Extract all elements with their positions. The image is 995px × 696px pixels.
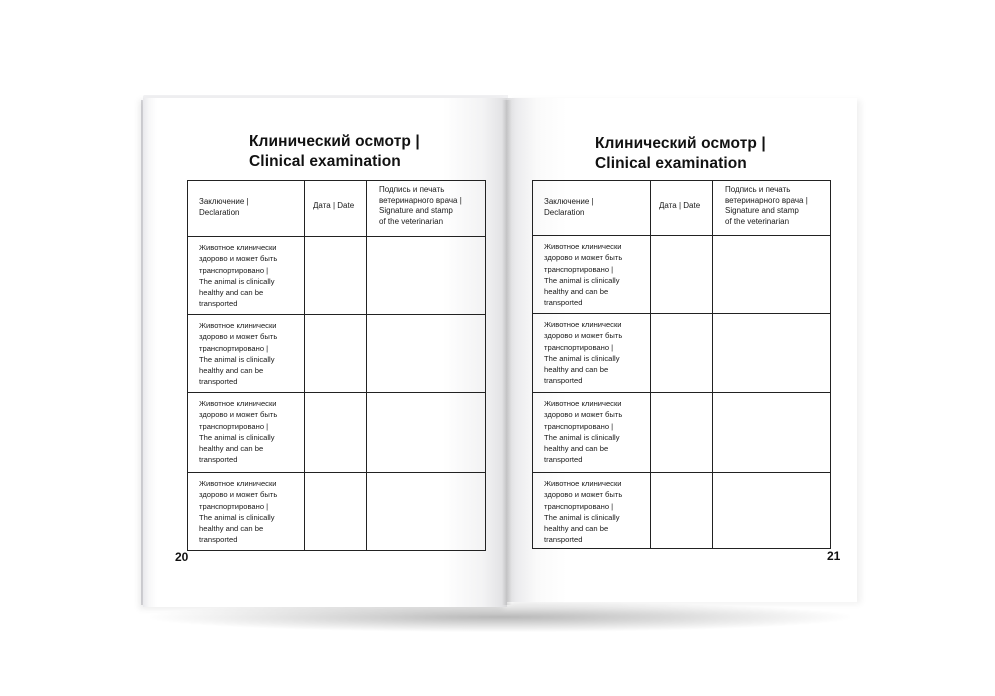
table-row	[533, 314, 831, 393]
row-date-cell	[651, 314, 713, 393]
examination-table	[187, 180, 486, 551]
row-conclusion-cell: Животное клинически здорово и может быть транспортировано | The animal is clinically healthy and can be transported	[533, 236, 651, 314]
table-row	[188, 237, 486, 315]
row-conclusion-cell: Животное клинически здорово и может быть транспортировано | The animal is clinically healthy and can be transported	[533, 473, 651, 549]
row-signature-cell	[713, 473, 831, 549]
row-signature-cell	[713, 236, 831, 314]
row-conclusion-cell: Животное клинически здорово и может быть транспортировано | The animal is clinically healthy and can be transported	[188, 393, 305, 473]
table-row	[533, 473, 831, 549]
header-date: Дата | Date	[651, 181, 713, 236]
header-conclusion: Заключение | Declaration	[533, 181, 651, 236]
header-signature: Подпись и печать ветеринарного врача | Signature and stamp of the veterinarian	[367, 181, 486, 237]
row-signature-cell	[713, 314, 831, 393]
header-date: Дата | Date	[305, 181, 367, 237]
row-date-cell	[305, 237, 367, 315]
page-number: 20	[175, 550, 189, 564]
table-row	[188, 393, 486, 473]
row-signature-cell	[713, 393, 831, 473]
page-title	[595, 134, 766, 174]
row-date-cell	[651, 236, 713, 314]
row-date-cell	[651, 393, 713, 473]
row-signature-cell	[367, 393, 486, 473]
title-line-ru: Клинический осмотр |	[595, 135, 766, 152]
row-conclusion-cell: Животное клинически здорово и может быть транспортировано | The animal is clinically healthy and can be transported	[188, 473, 305, 551]
row-signature-cell	[367, 315, 486, 393]
book-spine	[502, 100, 512, 605]
right-page	[507, 98, 857, 602]
row-conclusion-cell: Животное клинически здорово и может быть транспортировано | The animal is clinically healthy and can be transported	[533, 314, 651, 393]
row-conclusion-cell: Животное клинически здорово и может быть транспортировано | The animal is clinically healthy and can be transported	[533, 393, 651, 473]
row-date-cell	[305, 393, 367, 473]
title-line-ru: Клинический осмотр |	[249, 133, 420, 150]
header-conclusion: Заключение | Declaration	[188, 181, 305, 237]
row-date-cell	[651, 473, 713, 549]
table-row	[188, 315, 486, 393]
table-row	[533, 393, 831, 473]
table-header-row	[533, 181, 831, 236]
page-number: 21	[827, 549, 841, 563]
table-row	[188, 473, 486, 551]
row-conclusion-cell: Животное клинически здорово и может быть транспортировано | The animal is clinically healthy and can be transported	[188, 315, 305, 393]
row-signature-cell	[367, 473, 486, 551]
title-line-en: Clinical examination	[595, 155, 747, 172]
header-signature: Подпись и печать ветеринарного врача | Signature and stamp of the veterinarian	[713, 181, 831, 236]
examination-table	[532, 180, 831, 549]
title-line-en: Clinical examination	[249, 153, 401, 170]
row-date-cell	[305, 315, 367, 393]
row-date-cell	[305, 473, 367, 551]
table-row	[533, 236, 831, 314]
left-page	[143, 98, 507, 607]
table-header-row	[188, 181, 486, 237]
row-conclusion-cell: Животное клинически здорово и может быть транспортировано | The animal is clinically healthy and can be transported	[188, 237, 305, 315]
row-signature-cell	[367, 237, 486, 315]
page-title	[249, 132, 420, 172]
